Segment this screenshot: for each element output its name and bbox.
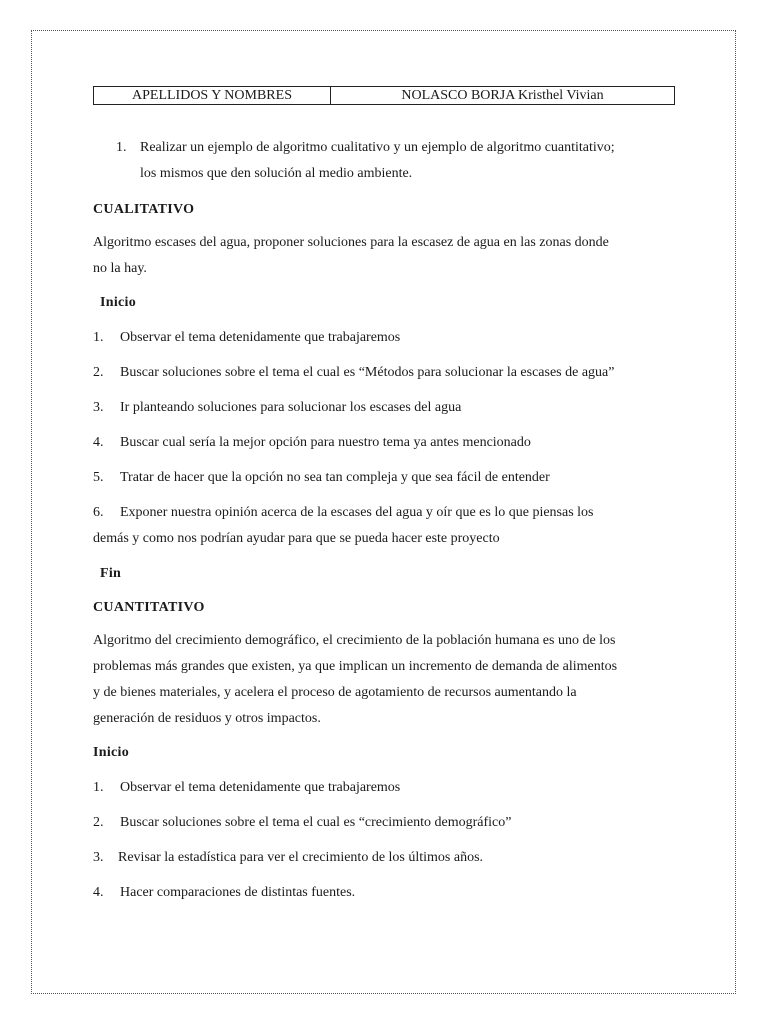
step-text: Observar el tema detenidamente que trabajaremos — [120, 780, 401, 795]
cuantitativo-intro-line: problemas más grandes que existen, ya que implican un incremento de demanda de alimentos — [93, 659, 618, 674]
section-heading-cuantitativo: CUANTITATIVO — [93, 600, 205, 615]
step-number: 4. — [93, 885, 104, 900]
step-text: Buscar soluciones sobre el tema el cual es “crecimiento demográfico” — [120, 815, 512, 830]
task-line-2: los mismos que den solución al medio ambiente. — [140, 166, 413, 181]
cualitativo-step-6-continuation: demás y como nos podrían ayudar para que se pueda hacer este proyecto — [93, 531, 500, 546]
cuantitativo-intro-line: generación de residuos y otros impactos. — [93, 711, 321, 726]
cualitativo-step — [93, 360, 614, 386]
step-number: 2. — [93, 365, 104, 380]
step-number: 1. — [93, 330, 104, 345]
cualitativo-start-label: Inicio — [100, 295, 137, 310]
step-text: Hacer comparaciones de distintas fuentes. — [120, 885, 356, 900]
cualitativo-step — [93, 500, 594, 526]
cualitativo-step — [93, 395, 461, 421]
cuantitativo-intro-line: y de bienes materiales, y acelera el proceso de agotamiento de recursos aumentando la — [93, 685, 577, 700]
name-table — [93, 86, 675, 105]
cuantitativo-step — [93, 845, 483, 871]
section-heading-cualitativo: CUALITATIVO — [93, 202, 195, 217]
task-text-1: Realizar un ejemplo de algoritmo cualitativo y un ejemplo de algoritmo cuantitativo; — [140, 140, 615, 155]
cualitativo-step — [93, 325, 400, 351]
step-text: Buscar cual sería la mejor opción para nuestro tema ya antes mencionado — [120, 435, 531, 450]
name-label-cell: APELLIDOS Y NOMBRES — [94, 87, 331, 105]
step-text: Exponer nuestra opinión acerca de la escases del agua y oír que es lo que piensas los — [120, 505, 594, 520]
cualitativo-step — [93, 430, 531, 456]
step-text: Ir planteando soluciones para solucionar los escases del agua — [120, 400, 462, 415]
step-text: Buscar soluciones sobre el tema el cual es “Métodos para solucionar la escases de agua” — [120, 365, 615, 380]
step-number: 4. — [93, 435, 104, 450]
step-number: 2. — [93, 815, 104, 830]
cualitativo-intro-line-2: no la hay. — [93, 261, 147, 276]
step-number: 3. — [93, 400, 104, 415]
task-line-1 — [116, 135, 615, 161]
cuantitativo-intro-line: Algoritmo del crecimiento demográfico, el crecimiento de la población humana es uno de los — [93, 633, 616, 648]
cualitativo-step — [93, 465, 550, 491]
cuantitativo-start-label: Inicio — [93, 745, 130, 760]
step-text: Observar el tema detenidamente que trabajaremos — [120, 330, 401, 345]
cualitativo-end-label: Fin — [100, 566, 122, 581]
name-value-cell: NOLASCO BORJA Kristhel Vivian — [331, 87, 675, 105]
cuantitativo-step — [93, 775, 400, 801]
cuantitativo-step — [93, 880, 355, 906]
step-number: 1. — [93, 780, 104, 795]
document-body — [93, 86, 675, 105]
step-text: Revisar la estadística para ver el crecimiento de los últimos años. — [118, 850, 484, 865]
cualitativo-intro-line-1: Algoritmo escases del agua, proponer soluciones para la escasez de agua en las zonas donde — [93, 235, 609, 250]
task-number: 1. — [116, 140, 127, 155]
step-number: 5. — [93, 470, 104, 485]
step-text: Tratar de hacer que la opción no sea tan compleja y que sea fácil de entender — [120, 470, 550, 485]
step-number: 3. — [93, 850, 104, 865]
step-number: 6. — [93, 505, 104, 520]
cuantitativo-step — [93, 810, 511, 836]
